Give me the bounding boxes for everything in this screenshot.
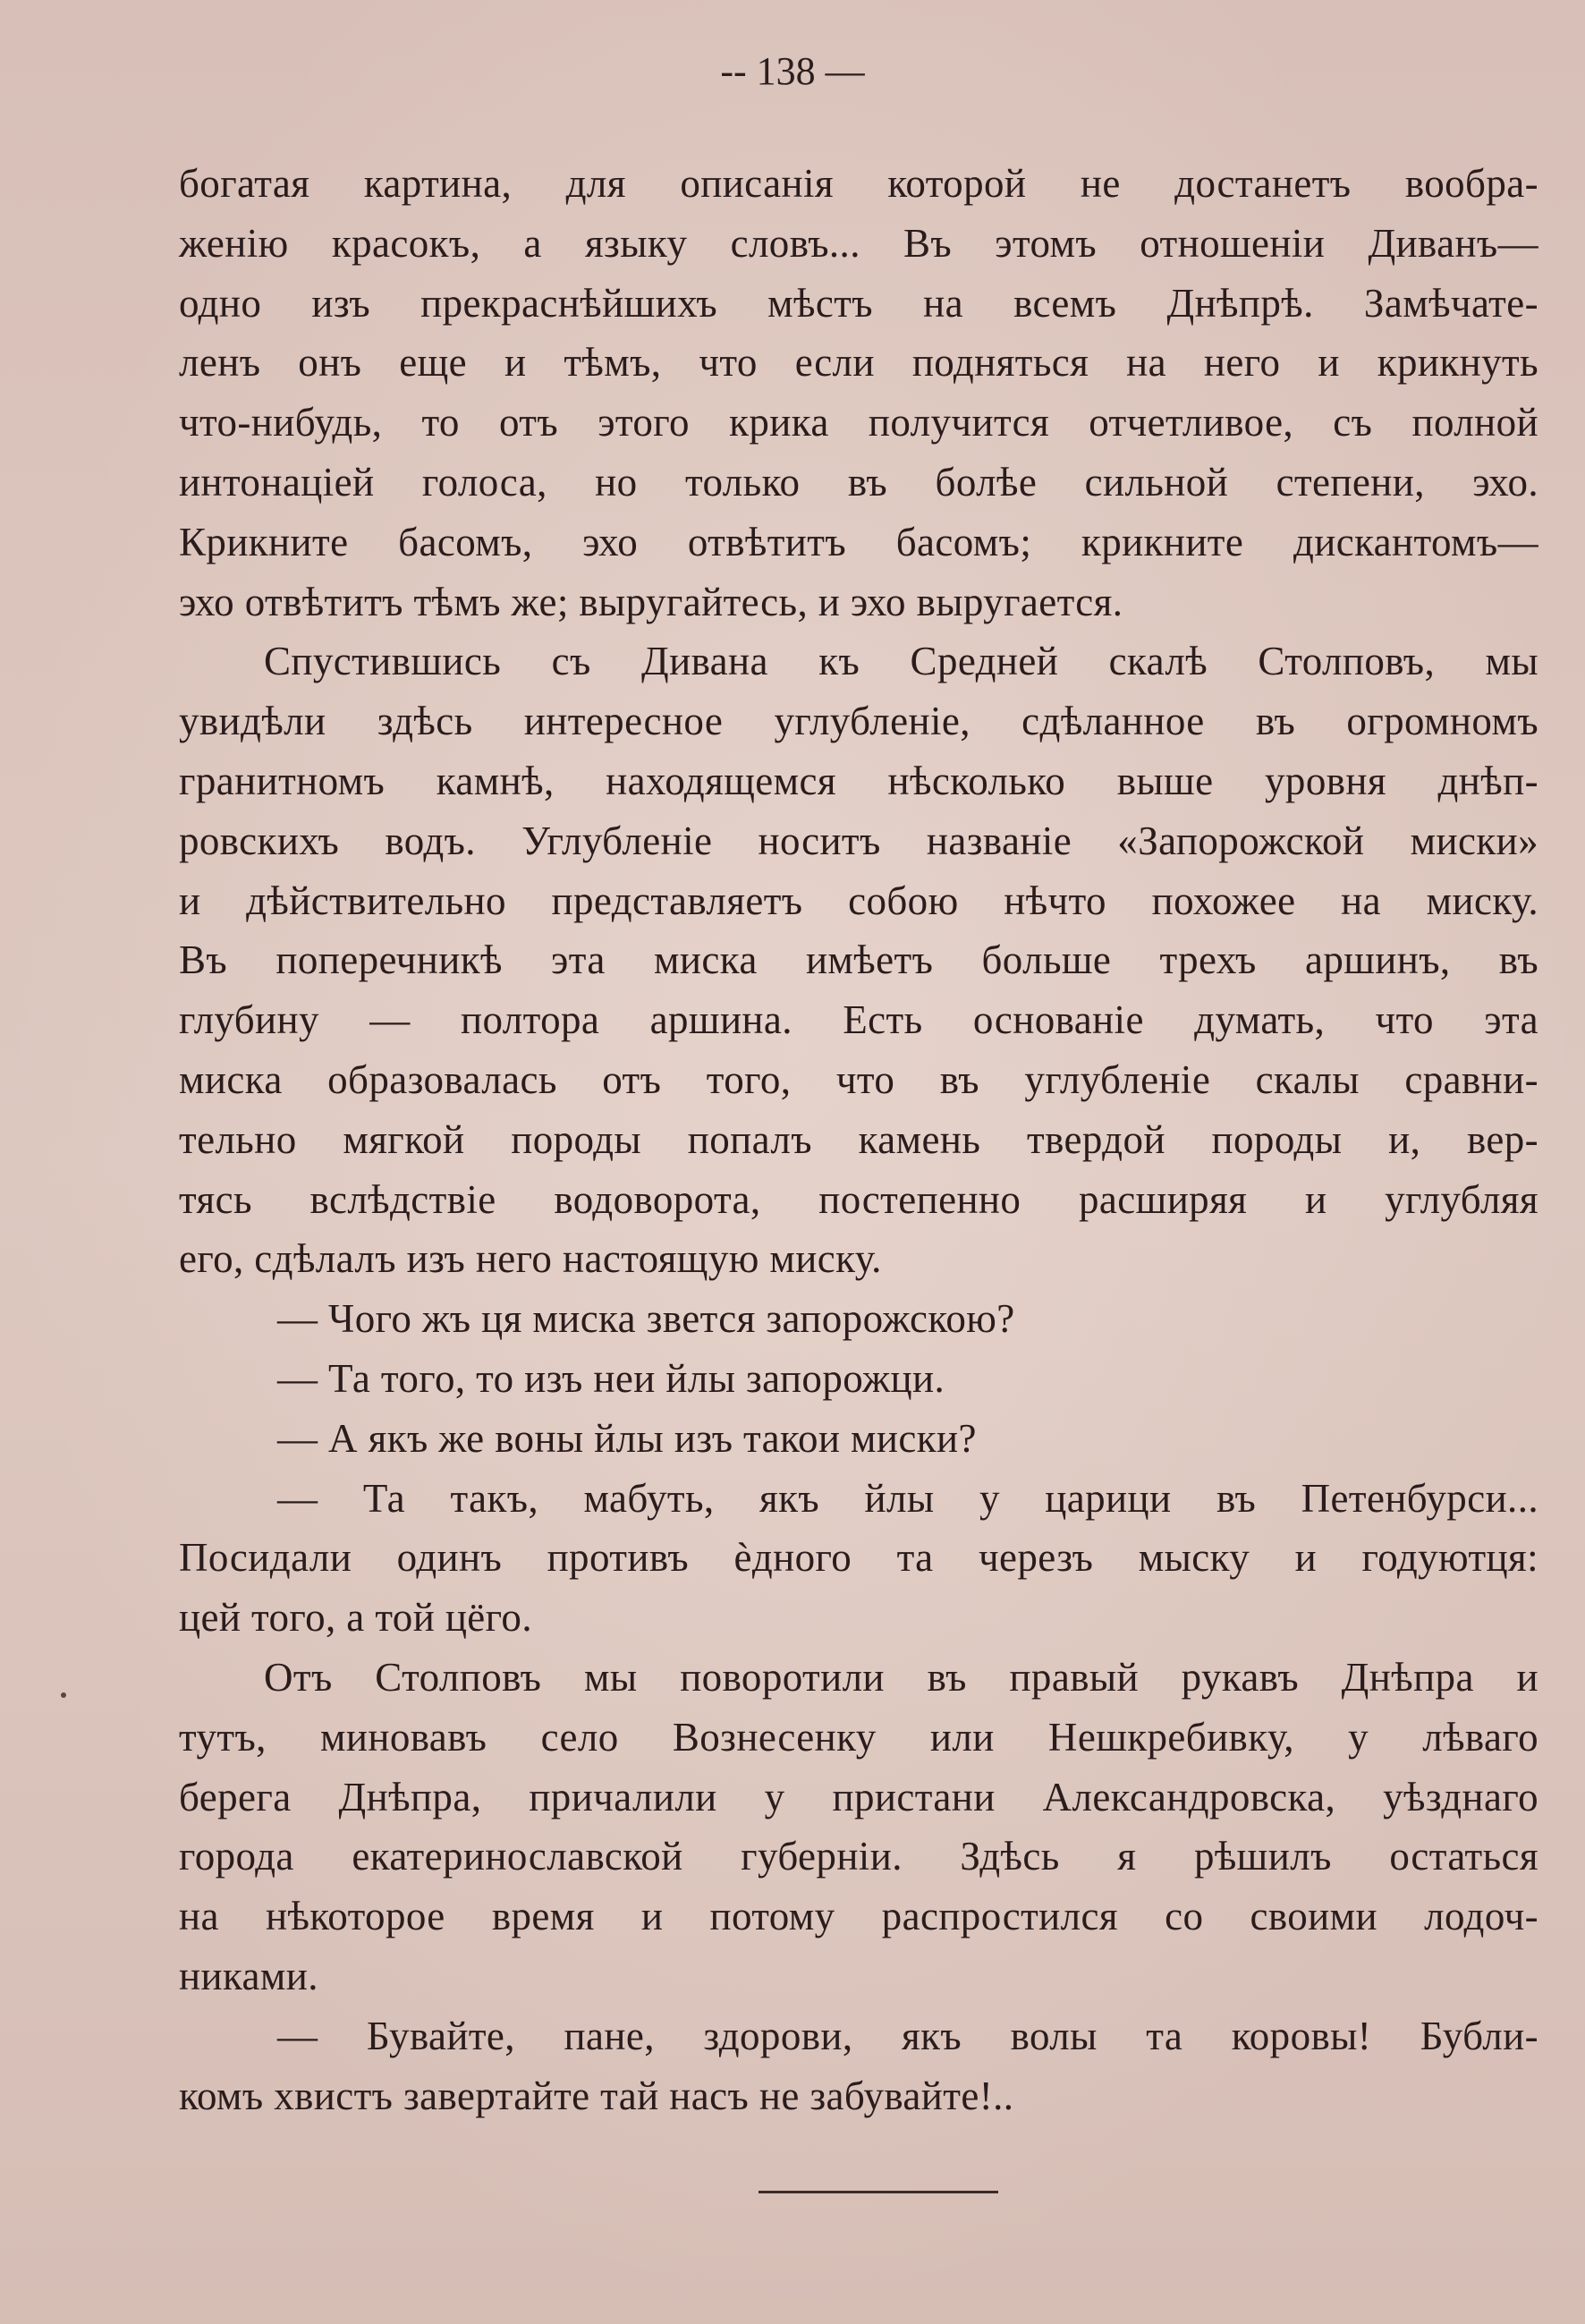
text-line: тельно мягкой породы попалъ камень твердой породы и, вер- xyxy=(179,1116,1538,1162)
text-line: — Та того, то изъ неи йлы запорожци. xyxy=(277,1355,945,1401)
paragraph xyxy=(179,1648,1538,2006)
text-line: Крикните басомъ, эхо отвѣтитъ басомъ; крикните дискантомъ— xyxy=(179,519,1538,564)
text-line: тутъ, миновавъ село Вознесенку или Нешкребивку, у лѣваго xyxy=(179,1714,1538,1760)
text-line: гранитномъ камнѣ, находящемся нѣсколько выше уровня днѣп- xyxy=(179,758,1538,803)
dialogue-line xyxy=(179,1349,1538,1409)
body-text xyxy=(179,154,1538,2125)
paragraph xyxy=(179,154,1538,632)
text-line: и дѣйствительно представляетъ собою нѣчто похожее на миску. xyxy=(179,878,1538,923)
text-line: цей того, а той цёго. xyxy=(179,1595,532,1641)
text-line: никами. xyxy=(179,1953,318,1998)
text-line: города екатеринославской губерніи. Здѣсь я рѣшилъ остаться xyxy=(179,1834,1538,1879)
text-line: Въ поперечникѣ эта миска имѣетъ больше трехъ аршинъ, въ xyxy=(179,937,1538,983)
text-line: одно изъ прекраснѣйшихъ мѣстъ на всемъ Днѣпрѣ. Замѣчате- xyxy=(179,280,1538,326)
text-line: тясь вслѣдствіе водоворота, постепенно расширяя и углубляя xyxy=(179,1176,1538,1222)
dialogue-line xyxy=(179,1289,1538,1349)
dialogue-line xyxy=(179,2006,1538,2126)
dialogue-line xyxy=(179,1409,1538,1469)
text-line: — Бувайте, пане, здорови, якъ волы та коровы! Бубли- xyxy=(277,2013,1538,2058)
text-line: ровскихъ водъ. Углубленіе носитъ названіе «Запорожской миски» xyxy=(179,818,1538,863)
text-line: интонаціей голоса, но только въ болѣе сильной степени, эхо. xyxy=(179,459,1538,505)
text-line: Отъ Столповъ мы поворотили въ правый рукавъ Днѣпра и xyxy=(264,1654,1538,1700)
text-line: — Чого жъ ця миска звется запорожскою? xyxy=(277,1296,1015,1342)
text-line: берега Днѣпра, причалили у пристани Александровска, уѣзднаго xyxy=(179,1774,1538,1819)
text-line: его, сдѣлалъ изъ него настоящую миску. xyxy=(179,1236,882,1282)
text-line: богатая картина, для описанія которой не достанетъ вообра- xyxy=(179,161,1538,206)
text-line: Посидали одинъ противъ ѐдного та черезъ мыску и годуютця: xyxy=(179,1535,1538,1581)
text-line: женію красокъ, а языку словъ... Въ этомъ отношеніи Диванъ— xyxy=(179,220,1538,266)
text-line: Спустившись съ Дивана къ Средней скалѣ Столповъ, мы xyxy=(264,639,1538,684)
text-line: на нѣкоторое время и потому распростился со своими лодоч- xyxy=(179,1894,1538,1939)
page-number: -- 138 — xyxy=(720,49,865,93)
text-line: что-нибудь, то отъ этого крика получится отчетливое, съ полной xyxy=(179,400,1538,445)
text-line: увидѣли здѣсь интересное углубленіе, сдѣланное въ огромномъ xyxy=(179,699,1538,744)
section-end-rule xyxy=(759,2191,998,2193)
text-line: глубину — полтора аршина. Есть основаніе думать, что эта xyxy=(179,997,1538,1043)
paragraph xyxy=(179,632,1538,1289)
dialogue-line xyxy=(179,1469,1538,1648)
text-line: эхо отвѣтитъ тѣмъ же; выругайтесь, и эхо выругается. xyxy=(179,579,1123,624)
text-line: — А якъ же воны йлы изъ такои миски? xyxy=(277,1415,977,1461)
text-line: — Та такъ, мабуть, якъ йлы у царици въ Петенбурси... xyxy=(277,1475,1538,1521)
text-line: комъ хвистъ завертайте тай насъ не забувайте!.. xyxy=(179,2073,1014,2118)
text-line: ленъ онъ еще и тѣмъ, что если подняться на него и крикнуть xyxy=(179,340,1538,386)
text-line: миска образовалась отъ того, что въ углубленіе скалы сравни- xyxy=(179,1056,1538,1102)
paper-speck xyxy=(61,1692,66,1698)
